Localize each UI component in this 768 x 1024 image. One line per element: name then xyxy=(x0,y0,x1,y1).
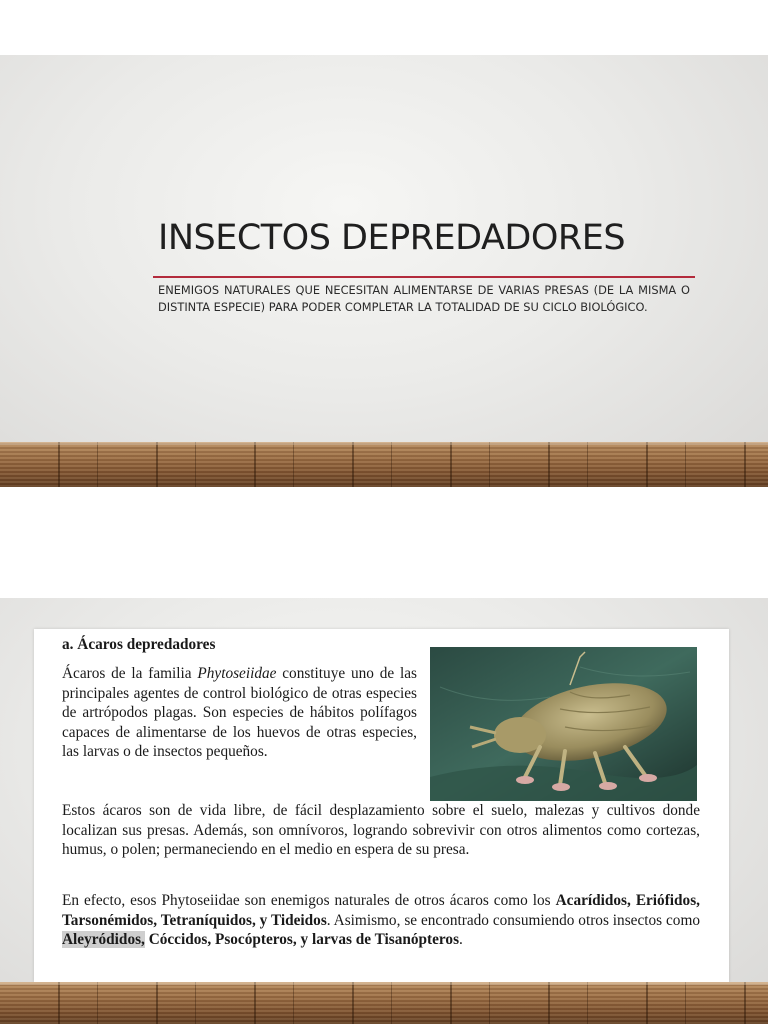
slide-title: INSECTOS DEPREDADORES xyxy=(158,218,626,258)
para3-text-b: . Asimismo, se encontrado consumiendo otros insectos como xyxy=(326,911,700,929)
wood-floor-decoration xyxy=(0,982,768,1024)
para1-text-a: Ácaros de la familia xyxy=(62,665,198,682)
para1-text-b: constituye uno de las principales agentes de control biológico de otras especies de artrópodos plagas. Son especies de hábitos polífagos capaces de alimentarse de los huevos de otras especies, las larvas o de insectos pequeños. xyxy=(62,665,417,760)
highlighted-term: Aleyródidos, xyxy=(62,931,145,948)
slide-subtitle: ENEMIGOS NATURALES QUE NECESITAN ALIMENTARSE DE VARIAS PRESAS (DE LA MISMA O DISTINTA ESPECIE) PARA PODER COMPLETAR LA TOTALIDAD DE SU CICLO BIOLÓGICO. xyxy=(158,283,690,314)
mite-photo xyxy=(430,647,697,801)
document-excerpt xyxy=(34,629,729,982)
paragraph-habits: Estos ácaros son de vida libre, de fácil desplazamiento sobre el suelo, malezas y cultivos donde localizan sus presas. Además, son omnívoros, logrando sobrevivir con otros alimentos como cortezas, humus, o polen; permaneciendo en el medio en espera de su presa. xyxy=(62,802,700,858)
title-slide xyxy=(0,55,768,487)
para3-text-a: En efecto, esos Phytoseiidae son enemigos naturales de otros ácaros como los xyxy=(62,892,556,909)
content-slide xyxy=(0,598,768,1024)
paragraph-intro xyxy=(62,664,417,762)
paragraph-prey xyxy=(62,891,700,950)
prey-list-mites: Acarídidos, Eriófidos, Tarsonémidos, Tetraníquidos, y Tideidos xyxy=(62,892,700,929)
para3-text-c: . xyxy=(459,931,463,948)
family-name: Phytoseiidae xyxy=(197,665,277,682)
prey-list-insects: Cóccidos, Psocópteros, y larvas de Tisanópteros xyxy=(144,931,460,948)
wood-floor-decoration xyxy=(0,442,768,487)
title-divider xyxy=(153,276,695,278)
section-heading: a. Ácaros depredadores xyxy=(62,636,216,653)
